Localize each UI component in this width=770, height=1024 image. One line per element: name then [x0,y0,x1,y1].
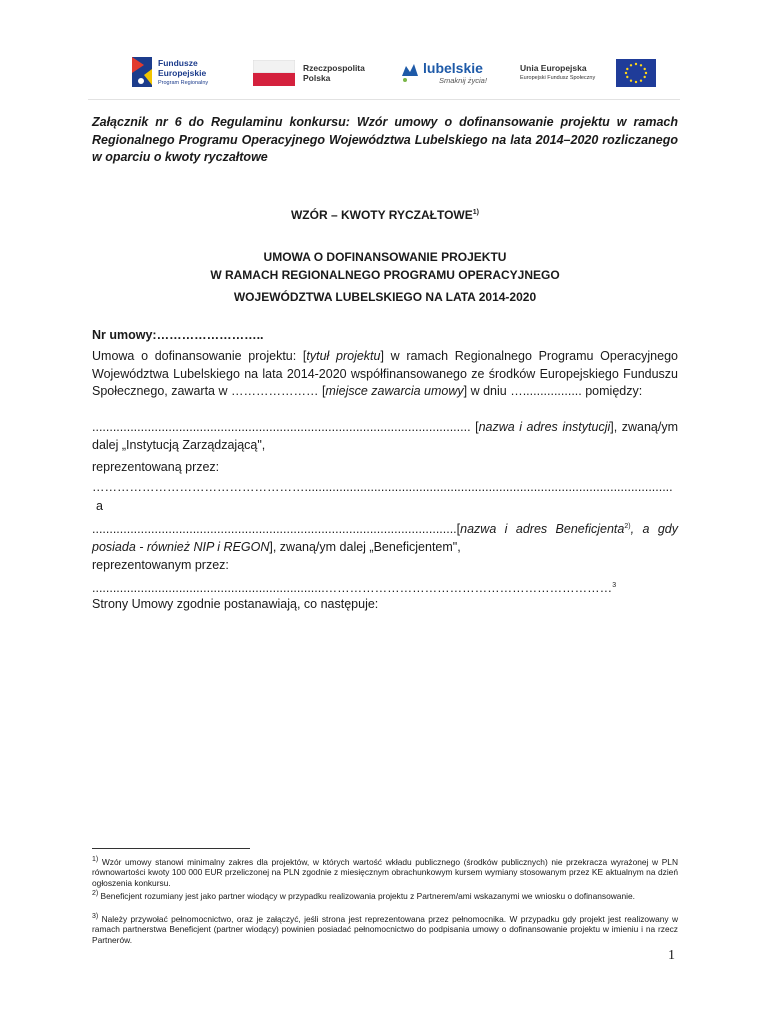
fundusze-europejskie-logo [130,50,208,96]
institution-c: ], zwaną/ym dalej „Instytucją Zarządzającą", [92,420,679,452]
header-divider [88,99,680,100]
institution-dots: ............................................................................................................. [92,420,471,434]
footnote-1-mark: 1) [92,856,99,863]
representative-dots-2 [92,577,678,597]
footnote-divider [92,848,250,849]
template-heading-text: WZÓR – KWOTY RYCZAŁTOWE [290,208,473,222]
rzeczpospolita-polska-logo [253,50,365,96]
and-connector: a [96,499,103,513]
rp-line2: Polska [303,73,331,83]
rp-line1: Rzeczpospolita [303,63,365,73]
logo-bar [125,50,655,100]
beneficiary-sup: 2) [624,523,631,530]
fe-sub: Program Regionalny [158,80,209,86]
para1-c: ] w ramach Regionalnego Programu Operacyjnego Województwa Lubelskiego na lata 2014-2020 współfinansowanego ze środków Europejskiego Funduszu Społecznego, zawarta w ………………… [ [92,349,678,398]
contract-number: Nr umowy:…………………….. [92,328,264,342]
contract-title-line3: WOJEWÓDZTWA LUBELSKIEGO NA LATA 2014-2020 [233,290,537,304]
represented-by-1: reprezentowaną przez: [92,460,220,474]
beneficiary-paragraph [92,518,678,556]
representative-dots-2-sup: 3 [612,582,617,589]
template-heading-sup: 1) [472,209,479,216]
ue-line1: Unia Europejska [520,63,587,73]
attachment-intro: Załącznik nr 6 do Regulaminu konkursu: Wzór umowy o dofinansowanie projektu w ramach Regionalnego Programu Operacyjnego Województwa Lubelskiego na lata 2014–2020 rozliczanego w oparciu o kwoty ryczałtowe [92,115,678,164]
footnote-2-text: Beneficjent rozumiany jest jako partner wiodący w przypadku realizowania projektu z Partnerem/ami wskazanymi we wniosku o dofinansowanie. [98,890,635,901]
polish-flag-icon [253,60,295,86]
footnote-2 [92,889,678,901]
eu-flag-icon [616,59,656,87]
project-title-placeholder: tytuł projektu [306,349,381,363]
institution-placeholder: nazwa i adres instytucji [478,420,611,434]
beneficiary-nip: , a gdy posiada - również NIP i REGON [92,522,678,554]
beneficiary-placeholder: nazwa i adres Beneficjenta [460,522,625,537]
representative-dots-1: …………………………………………….......................................................................................................... [92,480,673,494]
representative-dots-2-text: ...................................................................…………………………………………………………… [92,581,613,596]
lubelskie-name: lubelskie [423,60,483,76]
footnote-3-text: Należy przywołać pełnomocnictwo, oraz je załączyć, jeśli strona jest reprezentowana przez pełnomocnika. W przypadku gdy projekt jest realizowany w ramach partnerstwa Beneficjent (partner wiodący) powinien posiadać pełnomocnictwo do podpisania umowy o dofinansowanie projektu w imieniu i na rzecz Partnerów. [92,913,678,945]
represented-by-2: reprezentowanym przez: [92,558,229,572]
footnote-1 [92,855,678,888]
contract-title-line2: W RAMACH REGIONALNEGO PROGRAMU OPERACYJNEGO [210,268,560,282]
para1-e: ] w dniu …................. pomiędzy: [463,384,643,398]
fe-line2: Europejskie [158,68,207,78]
template-heading [92,208,678,222]
footnote-2-mark: 2) [92,890,99,897]
para1-a: Umowa o dofinansowanie projektu: [ [92,349,307,363]
institution-a: [ [470,420,479,434]
fe-emblem-icon [130,55,154,91]
lubelskie-logo [400,50,487,96]
fe-line1: Fundusze [158,58,198,68]
contract-title-line1: UMOWA O DOFINANSOWANIE PROJEKTU [263,250,507,264]
place-placeholder: miejsce zawarcia umowy [325,384,464,398]
contract-intro-paragraph [92,348,678,401]
unia-europejska-logo [520,50,656,96]
footnote-1-text: Wzór umowy stanowi minimalny zakres dla projektów, w których wartość wkładu publicznego (środków publicznych) nie przekracza wyrażonej w PLN równowartości kwoty 100 000 EUR przeliczonej na PLN zgodnie z miesięcznym obrachunkowym kursem wymiany stosowanym przez KE aktualnym na dzień ogłoszenia konkursu. [92,856,678,888]
ue-sub: Europejski Fundusz Społeczny [520,75,596,81]
closing-statement: Strony Umowy zgodnie postanawiają, co następuje: [92,597,379,611]
footnote-3-mark: 3) [92,913,99,920]
footnote-3 [92,912,678,945]
beneficiary-dots: .........................................................................................................[ [92,522,461,537]
institution-paragraph [92,419,678,454]
lubelskie-emblem-icon [400,62,420,84]
beneficiary-d: ], zwaną/ym dalej „Beneficjentem", [269,539,461,554]
page-number: 1 [668,948,675,963]
lubelskie-tagline: Smaknij życia! [439,76,487,85]
